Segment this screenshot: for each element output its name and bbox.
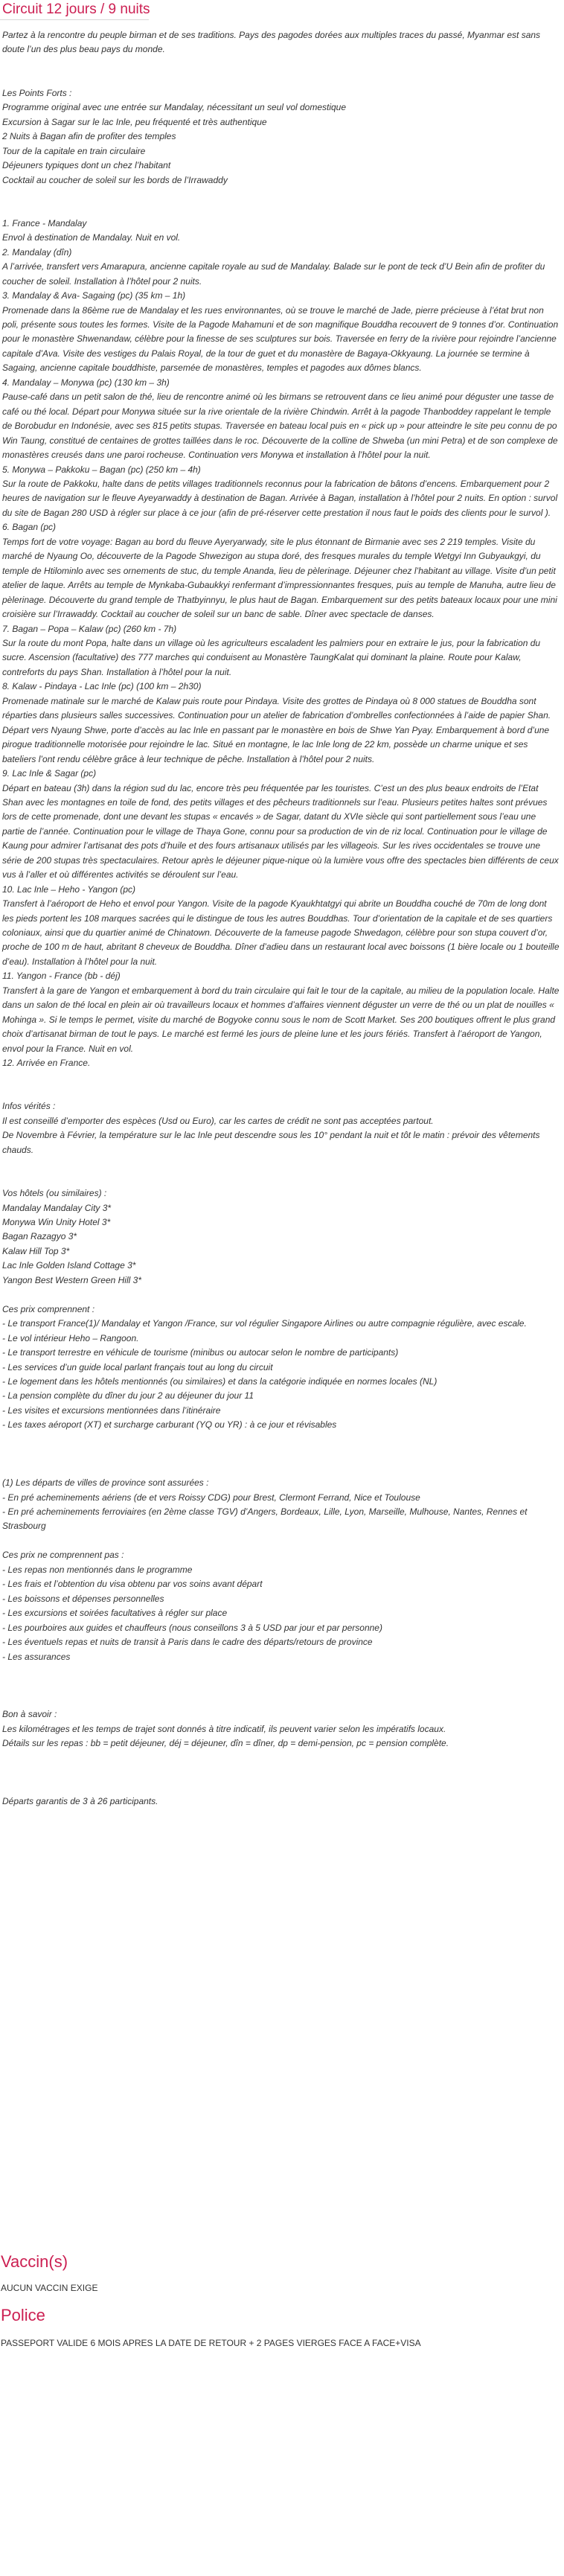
text-paragraph: Excursion à Sagar sur le lac Inle, peu fréquenté et très authentique — [2, 116, 267, 127]
text-paragraph: (1) Les départs de villes de province sont assurées : — [2, 1477, 209, 1489]
text-paragraph: Sur la route de Pakkoku, halte dans de petits villages traditionnels reconnus pour la fabrication de bâtons d’encens. Embarquement pour 2 heures de navigation sur le fleuve Ayeyarwaddy à destination de Bagan. Arrivée à Bagan, installation à l’hôtel pour 2 nuits. En option : survol du site de Bagan 280 USD à régler sur place à ce jour (afin de pré-réserver cette prestation il nous faut le poids des clients pour le survol ). — [2, 478, 558, 518]
text-paragraph: Vos hôtels (ou similaires) : — [2, 1188, 107, 1199]
text-paragraph: 2 Nuits à Bagan afin de profiter des temples — [2, 131, 176, 142]
text-paragraph: 9. Lac Inle & Sagar (pc) — [2, 768, 97, 779]
blank-line — [2, 1664, 560, 1678]
text-paragraph: - Les visites et excursions mentionnées dans l’itinéraire — [2, 1404, 221, 1416]
page-title: Circuit 12 jours / 9 nuits — [2, 1, 150, 17]
blank-line — [2, 1433, 560, 1447]
text-paragraph: Kalaw Hill Top 3* — [2, 1245, 70, 1256]
text-paragraph: A l’arrivée, transfert vers Amarapura, ancienne capitale royale au sud de Mandalay. Balade sur le pont de teck d’U Bein afin de profiter du coucher de soleil. Installation à l’hôtel pour 2 nuits. — [2, 261, 545, 287]
text-paragraph: Sur la route du mont Popa, halte dans un village où les agriculteurs escaladent les palmiers pour en extraire le jus, pour la fabrication du sucre. Ascension (facultative) des 777 marches qui conduisent au Monastère TaungKalat qui dominant la plaine. Route pour Kalaw, contreforts du pays Shan. Installation à l’hôtel pour la nuit. — [2, 637, 541, 677]
blank-line — [2, 1447, 560, 1461]
text-paragraph: 11. Yangon - France (bb - déj) — [2, 971, 121, 982]
text-paragraph: Lac Inle Golden Island Cottage 3* — [2, 1260, 136, 1271]
text-paragraph: Déjeuners typiques dont un chez l’habitant — [2, 160, 171, 171]
text-paragraph: Départ en bateau (3h) dans la région sud du lac, encore très peu fréquentée par les touristes. C’est un des plus beaux endroits de l’Etat Shan avec les montagnes en toile de fond, des petits villages et des pêcheurs traditionnels sur l’eau. Plusieurs petites haltes sont prévues lors de cette promenade, dont une devant les stupas « encavés » de Sagar, datant du XVIe siècle qui sont partiellement sous l’eau une partie de l’année. Continuation pour le village de Thaya Gone, connu pour sa production de vin de riz local. Continuation pour le village de Kaung pour admirer l’artisanat des pots d’huile et des fours artisanaux utilisés par les villageois. Sur les rives occidentales se trouve une série de 200 stupas très spectaculaires. Retour après le déjeuner pique-nique où la lumière vous offre des spectacles bien différents de ceux vus à l’aller et où différentes activités se déroulent sur l’eau. — [2, 782, 559, 880]
vaccin-heading: Vaccin(s) — [1, 2252, 68, 2271]
blank-line — [2, 1765, 560, 1780]
title-bar — [0, 0, 149, 20]
blank-line — [2, 1693, 560, 1707]
text-paragraph: - Les frais et l’obtention du visa obtenu par vos soins avant départ — [2, 1579, 263, 1590]
blank-line — [2, 1780, 560, 1794]
text-paragraph: - Le transport France(1)/ Mandalay et Yangon /France, sur vol régulier Singapore Airlines ou autre compagnie régulière, avec escale. — [2, 1318, 527, 1329]
text-paragraph: Infos vérités : — [2, 1101, 56, 1112]
text-paragraph: 2. Mandalay (dîn) — [2, 246, 72, 258]
text-paragraph: Mandalay Mandalay City 3* — [2, 1202, 112, 1213]
text-paragraph: Détails sur les repas : bb = petit déjeuner, déj = déjeuner, dîn = dîner, dp = demi-pension, pc = pension complète. — [2, 1738, 449, 1749]
text-paragraph: 7. Bagan – Popa – Kalaw (pc) (260 km - 7h) — [2, 623, 177, 634]
text-paragraph: Programme original avec une entrée sur Mandalay, nécessitant un seul vol domestique — [2, 102, 347, 113]
text-paragraph: Les Points Forts : — [2, 87, 72, 98]
blank-line — [2, 202, 560, 216]
text-paragraph: - Les boissons et dépenses personnelles — [2, 1593, 164, 1604]
text-paragraph: - Les pourboires aux guides et chauffeurs (nous conseillons 3 à 5 USD par jour et par personne) — [2, 1622, 382, 1633]
text-paragraph: Bagan Razagyo 3* — [2, 1231, 77, 1242]
text-paragraph: - Les assurances — [2, 1651, 71, 1662]
text-paragraph: - Les excursions et soirées facultatives à régler sur place — [2, 1608, 228, 1619]
text-paragraph: 8. Kalaw - Pindaya - Lac Inle (pc) (100 km – 2h30) — [2, 681, 202, 692]
text-paragraph: Monywa Win Unity Hotel 3* — [2, 1217, 111, 1228]
police-text: PASSEPORT VALIDE 6 MOIS APRES LA DATE DE RETOUR + 2 PAGES VIERGES FACE A FACE+VISA — [1, 2338, 421, 2348]
text-paragraph: - Le vol intérieur Heho – Rangoon. — [2, 1332, 139, 1343]
text-paragraph: 1. France - Mandalay — [2, 217, 87, 228]
text-paragraph: Promenade dans la 86ème rue de Mandalay et les rues environnantes, où se trouve le marché de Jade, pierre précieuse à l’état brut non poli, présente sous toutes les formes. Visite de la Pagode Mahamuni et de son magnifique Bouddha recouvert de 9 tonnes d’or. Continuation pour le monastère Shwenandaw, célèbre pour la finesse de ses sculptures sur bois. Traversée en ferry de la rivière pour rejoindre l’ancienne capitale d’Ava. Visite des vestiges du Palais Royal, de la tour de guet et du monastère de Bagaya-Okkyaung. La journée se termine à Sagaing, ancienne capitale bouddhiste, parsemée de monastères, temples et pagodes aux dômes blancs. — [2, 304, 559, 374]
text-paragraph: 10. Lac Inle – Heho - Yangon (pc) — [2, 883, 136, 895]
blank-line — [2, 1071, 560, 1085]
text-paragraph: Yangon Best Western Green Hill 3* — [2, 1274, 141, 1285]
text-paragraph: Bon à savoir : — [2, 1709, 57, 1720]
text-paragraph: De Novembre à Février, la température sur le lac Inle peut descendre sous les 10° pendant la nuit et tôt le matin : prévoir des vêtements chauds. — [2, 1130, 540, 1155]
text-paragraph: - En pré acheminements ferroviaires (en 2ème classe TGV) d’Angers, Bordeaux, Lille, Lyon, Marseille, Mulhouse, Nantes, Rennes et Strasbourg — [2, 1506, 528, 1532]
text-paragraph: Il est conseillé d’emporter des espèces (Usd ou Euro), car les cartes de crédit ne sont pas acceptées partout. — [2, 1115, 434, 1126]
itinerary-content — [2, 28, 560, 1809]
blank-line — [2, 1534, 560, 1548]
text-paragraph: Tour de la capitale en train circulaire — [2, 145, 146, 156]
text-paragraph: - Les repas non mentionnés dans le programme — [2, 1564, 193, 1575]
text-paragraph: Les kilométrages et les temps de trajet sont donnés à titre indicatif, ils peuvent varier selon les impératifs locaux. — [2, 1723, 446, 1734]
text-paragraph: - Le logement dans les hôtels mentionnés (ou similaires) et dans la catégorie indiquée en normes locales (NL) — [2, 1376, 438, 1387]
text-paragraph: Ces prix ne comprennent pas : — [2, 1550, 124, 1561]
blank-line — [2, 188, 560, 202]
blank-line — [2, 71, 560, 86]
blank-line — [2, 57, 560, 71]
text-paragraph: Envol à destination de Mandalay. Nuit en vol. — [2, 232, 181, 243]
text-paragraph: - En pré acheminements aériens (de et vers Roissy CDG) pour Brest, Clermont Ferrand, Nice et Toulouse — [2, 1492, 420, 1503]
text-paragraph: - Les services d’un guide local parlant français tout au long du circuit — [2, 1361, 273, 1372]
text-paragraph: Partez à la rencontre du peuple birman et de ses traditions. Pays des pagodes dorées aux multiples traces du passé, Myanmar est sans doute l’un des plus beau pays du monde. — [2, 30, 541, 55]
blank-line — [2, 1172, 560, 1186]
text-paragraph: 5. Monywa – Pakkoku – Bagan (pc) (250 km – 4h) — [2, 464, 201, 475]
blank-line — [2, 1085, 560, 1099]
text-paragraph: - La pension complète du dîner du jour 2 au déjeuner du jour 11 — [2, 1390, 254, 1402]
text-paragraph: 6. Bagan (pc) — [2, 522, 57, 533]
text-paragraph: - Les éventuels repas et nuits de transit à Paris dans le cadre des départs/retours de province — [2, 1637, 373, 1648]
text-paragraph: Temps fort de votre voyage: Bagan au bord du fleuve Ayeryarwady, site le plus étonnant de Birmanie avec ses 2 219 temples. Visite du marché de Nyaung Oo, découverte de la Pagode Shwezigon au stupa doré, des fresques murales du temple Wetgyi Inn Gubyaukgyi, du temple de Htilominlo avec ses ornements de stuc, du temple Ananda, lieu de pèlerinage. Déjeuner chez l’habitant au village. Visite d’un petit atelier de laque. Arrêts au temple de Mynkaba-Gubaukkyi renfermant d’impressionnantes fresques, puis au temple de Manuha, autre lieu de pèlerinage. Découverte du grand temple de Thatbyinnyu, le plus haut de Bagan. Embarquement sur des petits bateaux locaux pour une mini croisière sur l’Irrawaddy. Cocktail au coucher de soleil sur un banc de sable. Dîner avec spectacle de danses. — [2, 536, 557, 620]
text-paragraph: Transfert à l’aéroport de Heho et envol pour Yangon. Visite de la pagode Kyaukhtatgyi qui abrite un Bouddha couché de 70m de long dont les pieds portent les 108 marques sacrées qui le distingue de tous les autres Bouddhas. Tour d’orientation de la capitale et de ses quartiers coloniaux, ainsi que du quartier animé de Chinatown. Découverte de la fameuse pagode Shwedagon, célèbre pour son stupa couvert d’or, proche de 100 m de haut, abritant 8 cheveux de Bouddha. Dîner d’adieu dans un restaurant local avec boissons (1 bière locale ou 1 bouteille d’eau). Installation à l’hôtel pour la nuit. — [2, 898, 560, 967]
text-paragraph: Promenade matinale sur le marché de Kalaw puis route pour Pindaya. Visite des grottes de Pindaya où 8 000 statues de Bouddha sont réparties dans plusieurs salles successives. Continuation pour un atelier de fabrication d’ombrelles confectionnées à l’aide de papier Shan. Départ vers Nyaung Shwe, porte d’accès au lac Inle en passant par le monastère en bois de Shwe Yan Pyay. Embarquement à bord d’une pirogue traditionnelle motorisée pour rejoindre le lac. Situé en montagne, le lac Inle long de 22 km, possède un charme unique et ses bateliers l’ont rendu célèbre grâce à leur technique de pêche. Installation à l’hôtel pour 2 nuits. — [2, 695, 551, 764]
text-paragraph: Départs garantis de 3 à 26 participants. — [2, 1795, 158, 1806]
text-paragraph: 12. Arrivée en France. — [2, 1058, 91, 1069]
blank-line — [2, 1462, 560, 1476]
text-paragraph: - Les taxes aéroport (XT) et surcharge carburant (YQ ou YR) : à ce jour et révisables — [2, 1419, 337, 1431]
police-heading: Police — [1, 2306, 45, 2324]
text-paragraph: 4. Mandalay – Monywa (pc) (130 km – 3h) — [2, 377, 170, 388]
text-paragraph: Cocktail au coucher de soleil sur les bords de l’Irrawaddy — [2, 174, 228, 185]
blank-line — [2, 1288, 560, 1302]
text-paragraph: Transfert à la gare de Yangon et embarquement à bord du train circulaire qui fait le tour de la capitale, au milieu de la population locale. Halte dans un salon de thé local en plein air où travailleurs locaux et hommes d’affaires viennent déguster un verre de thé ou un plat de nouilles « Mohinga ». Si le temps le permet, visite du marché de Bogyoke connu sous le nom de Scott Market. Ses 200 boutiques offrent le plus grand choix d’artisanat birman de tout le pays. Le marché est fermé les jours de pleine lune et les jours fériés. Transfert à l’aéroport de Yangon, envol pour la France. Nuit en vol. — [2, 985, 560, 1054]
vaccin-text: AUCUN VACCIN EXIGE — [1, 2283, 98, 2293]
blank-line — [2, 1678, 560, 1693]
text-paragraph: Ces prix comprennent : — [2, 1303, 95, 1314]
text-paragraph: - Le transport terrestre en véhicule de tourisme (minibus ou autocar selon le nombre de participants) — [2, 1347, 399, 1358]
blank-line — [2, 1157, 560, 1172]
text-paragraph: 3. Mandalay & Ava- Sagaing (pc) (35 km – 1h) — [2, 290, 186, 301]
text-paragraph: Pause-café dans un petit salon de thé, lieu de rencontre animé où les birmans se retrouvent dans ce lieu animé pour déguster une tasse de café ou thé local. Départ pour Monywa située sur la rive orientale de la rivière Chindwin. Arrêt à la pagode Thanboddey rappelant le temple de Borobudur en Indonésie, avec ses 815 petits stupas. Traversée en bateau local puis en « pick up » pour atteindre le site peu connu de po Win Taung, constitué de centaines de grottes taillées dans le roc. Découverte de la colline de Shweba (un mini Petra) et de son complexe de monastères creusés dans une paroi rocheuse. Continuation vers Monywa et installation à l’hôtel pour la nuit. — [2, 391, 558, 461]
blank-line — [2, 1751, 560, 1765]
